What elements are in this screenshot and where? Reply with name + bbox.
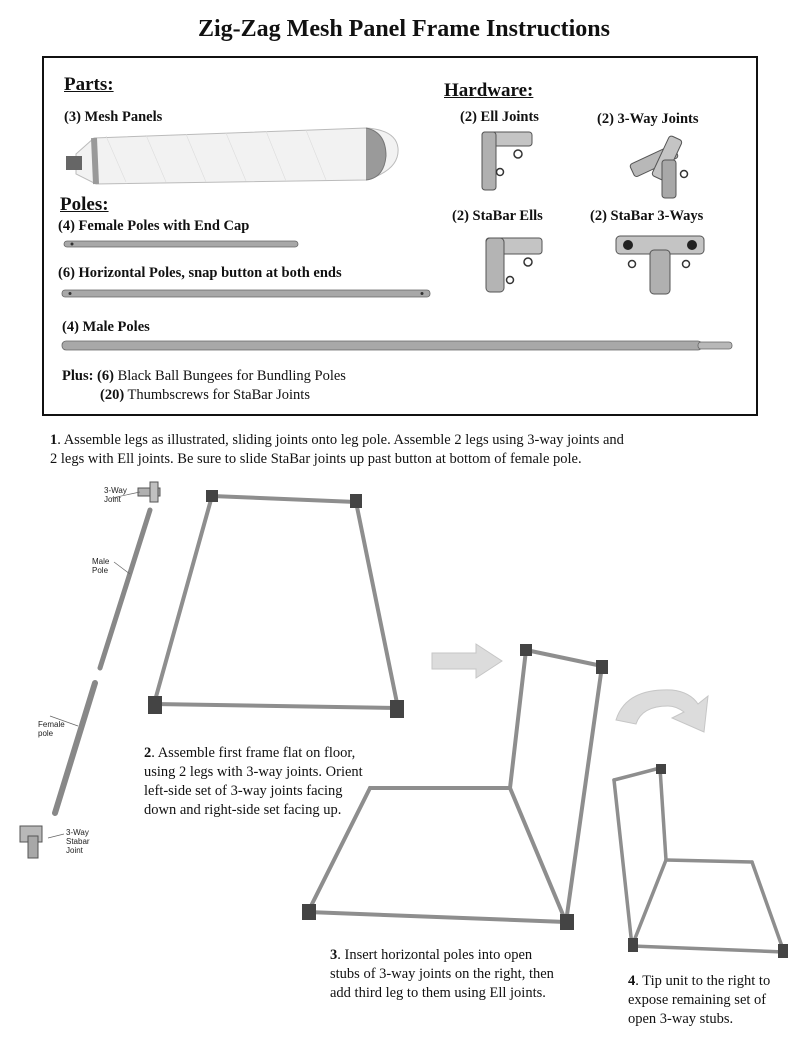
step-1-text: . Assemble legs as illustrated, sliding joints onto leg pole. Assemble 2 legs using 3-way joints and xyxy=(57,432,624,448)
female-pole-image xyxy=(64,240,300,248)
step-4-text: . Tip unit to the right to expose remaining set of open 3-way stubs. xyxy=(628,973,771,1027)
step-2-text: . Assemble first frame flat on floor, using 2 legs with 3-way joints. Orient left-side set of 3-way joints facing down and right-side set facing up. xyxy=(144,745,363,818)
female-pole-callout: Female pole xyxy=(38,720,65,738)
bungee-qty: (6) xyxy=(97,368,114,384)
step-3-caption xyxy=(330,946,560,1003)
stabar-three-ways-label: (2) StaBar 3-Ways xyxy=(590,208,704,224)
page-title: Zig-Zag Mesh Panel Frame Instructions xyxy=(198,16,610,42)
mesh-panel-roll-image xyxy=(66,122,406,192)
step-1-line-1 xyxy=(50,431,624,450)
bungee-text: Black Ball Bungees for Bundling Poles xyxy=(117,368,346,384)
plus-label: Plus: xyxy=(62,368,94,384)
thumbscrew-qty: (20) xyxy=(100,387,125,403)
parts-heading: Parts: xyxy=(64,74,114,95)
horizontal-poles-label: (6) Horizontal Poles, snap button at both ends xyxy=(58,265,342,281)
step-3-text: . Insert horizontal poles into open stubs of 3-way joints on the right, then add third leg to them using Ell joints. xyxy=(330,947,554,1001)
male-poles-label: (4) Male Poles xyxy=(62,319,150,335)
male-pole-image xyxy=(62,340,734,352)
curved-arrow-icon xyxy=(612,680,712,736)
step-3-frame-image xyxy=(296,642,612,932)
step-4-caption xyxy=(628,972,794,1029)
hardware-heading: Hardware: xyxy=(444,80,534,101)
stabar-joint-callout: 3-Way Stabar Joint xyxy=(66,828,90,855)
female-pole-part xyxy=(55,683,95,813)
step-3-number: 3 xyxy=(330,947,338,963)
female-poles-label: (4) Female Poles with End Cap xyxy=(58,218,250,234)
three-way-joints-label: (2) 3-Way Joints xyxy=(597,111,699,127)
thumbscrew-text: Thumbscrews for StaBar Joints xyxy=(127,387,310,403)
step-2-number: 2 xyxy=(144,745,152,761)
stabar-ells-label: (2) StaBar Ells xyxy=(452,208,543,224)
horizontal-pole-image xyxy=(62,289,432,299)
step-4-frame-image xyxy=(606,762,792,962)
three-way-joint-callout: 3-Way Joint xyxy=(104,486,127,504)
ell-joint-image xyxy=(470,128,540,194)
step-1-line-2: 2 legs with Ell joints. Be sure to slide StaBar joints up past button at bottom of female pole. xyxy=(50,451,582,467)
stabar-ell-image xyxy=(476,236,546,296)
mesh-panels-label: (3) Mesh Panels xyxy=(64,109,163,125)
stabar-three-way-image xyxy=(612,234,708,298)
male-pole-callout: Male Pole xyxy=(92,557,110,575)
ell-joints-label: (2) Ell Joints xyxy=(460,109,539,125)
step-4-number: 4 xyxy=(628,973,636,989)
step-1-number: 1 xyxy=(50,432,58,448)
three-way-joint-image xyxy=(626,130,706,200)
poles-heading: Poles: xyxy=(60,194,109,215)
